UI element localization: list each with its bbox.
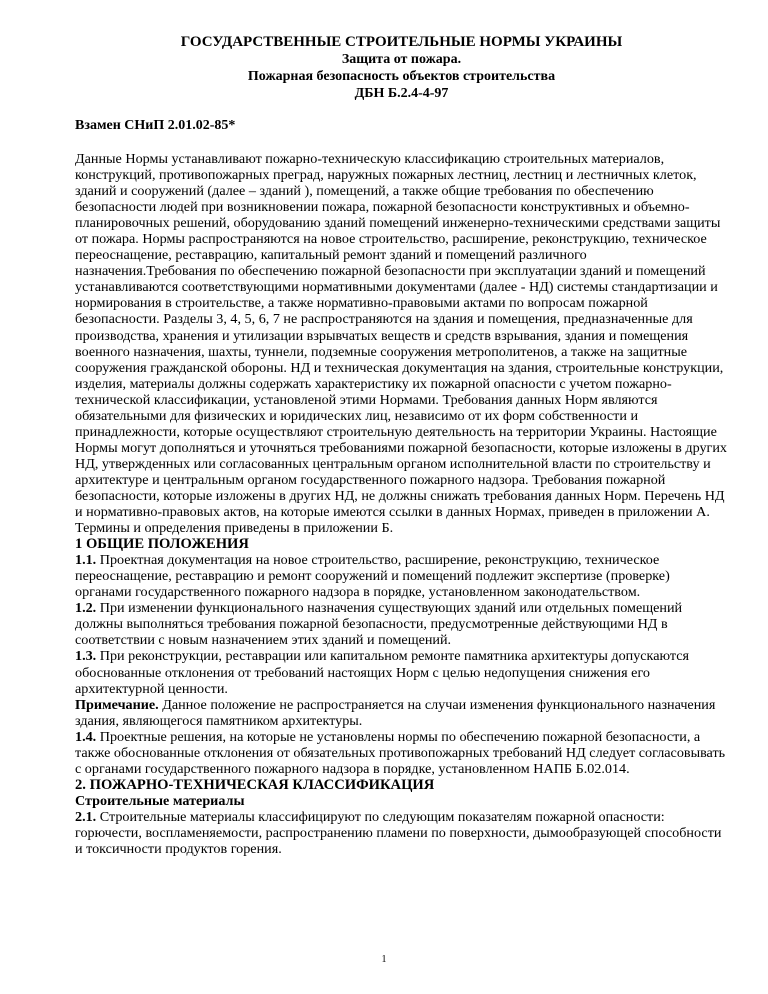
subsection-heading: Строительные материалы (75, 792, 245, 809)
clause-number: 2.1. (75, 808, 97, 825)
header-topic: Пожарная безопасность объектов строительства (247, 69, 556, 84)
header-title: ГОСУДАРСТВЕННЫЕ СТРОИТЕЛЬНЫЕ НОРМЫ УКРАИНЫ (180, 34, 623, 50)
clause-2-1 (75, 809, 728, 857)
clause-text: При изменении функционального назначения существующих зданий или отдельных помещений должны выполняться требования пожарной безопасности, предусмотренные действующими НД в соответствии с новым назначением этих зданий и помещений. (75, 600, 683, 649)
intro-paragraph: Данные Нормы устанавливают пожарно-техническую классификацию строительных материалов, конструкций, противопожарных преград, наружных пожарных лестниц, лестниц и лестничных клеток, зданий и сооружений (далее – зданий ), помещений, а также общие требования по обеспечению безопасности людей при возникновении пожара, пожарной безопасности конструктивных и объемно-планировочных решений, оборудованию зданий помещений инженерно-техническими средствами защиты от пожара. Нормы распространяются на новое строительство, расширение, реконструкцию, техническое переоснащение, реставрацию, капитальный ремонт зданий и помещений различного назначения.Требования по обеспечению пожарной безопасности при эксплуатации зданий и помещений устанавливаются соответствующими нормативными документами (далее - НД) системы стандартизации и нормирования в строительстве, а также нормативно-правовыми актами по вопросам пожарной безопасности. Разделы 3, 4, 5, 6, 7 не распространяются на здания и помещения, предназначенные для производства, хранения и утилизации взрывчатых веществ и средств взрывания, здания и помещения военного назначения, шахты, туннели, подземные сооружения метрополитенов, а также на защитные сооружения гражданской обороны. НД и техническая документация на здания, строительные конструкции, изделия, материалы должны содержать характеристику их пожарной опасности с учетом пожарно-технической классификации, установленой этими Нормами. Требования данных Норм являются обязательными для физических и юридических лиц, независимо от их форм собственности и принадлежности, которые осуществляют строительную деятельность на территории Украины. Настоящие Нормы могут дополняться и уточняться требованиями пожарной безопасности, которые изложены в других НД, утвержденных или согласованных центральным органом исполнительной власти по строительству и архитектуре и центральным органом государственного пожарного надзора. Требования пожарной безопасности, которые изложены в других НД, не должны снижать требования данных Норм. Перечень НД и нормативно-правовых актов, на которые имеются ссылки в данных Нормах, приведен в приложении А. Термины и определения приведены в приложении Б. (75, 151, 727, 537)
clause-1-4 (75, 729, 728, 777)
section-2-heading: 2. ПОЖАРНО-ТЕХНИЧЕСКАЯ КЛАССИФИКАЦИЯ (75, 776, 435, 793)
clause-number: 1.3. (75, 648, 97, 665)
clause-number: 1.2. (75, 600, 97, 617)
replaces-line: Взамен СНиП 2.01.02-85* (75, 118, 236, 133)
page-number: 1 (381, 954, 387, 965)
document-body (75, 151, 728, 857)
clause-text: Строительные материалы классифицируют по следующим показателям пожарной опасности: горючести, воспламеняемости, распространению пламени по поверхности, дымообразующей способности и токсичности продуктов горения. (75, 808, 722, 858)
section-1-heading: 1 ОБЩИЕ ПОЛОЖЕНИЯ (75, 536, 249, 553)
clause-1-1 (75, 552, 728, 600)
clause-text: При реконструкции, реставрации или капитальном ремонте памятника архитектуры допускаются обоснованные отклонения от требований настоящих Норм с целью недопущения снижения его архитектурной ценности. (75, 648, 689, 697)
clause-text: Проектная документация на новое строительство, расширение, реконструкцию, техническое переоснащение, реставрацию и ремонт сооружений и помещений подлежит экспертизе (проверке) органами государственного пожарного надзора в порядке, установленном законодательством. (75, 552, 670, 601)
clause-text: Проектные решения, на которые не установлены нормы по обеспечению пожарной безопасности, а также обоснованные отклонения от обязательных противопожарных требований НД следует согласовывать с органами государственного пожарного надзора в порядке, установленном НАПБ Б.02.014. (75, 728, 726, 777)
note-paragraph (75, 697, 728, 729)
header-code: ДБН Б.2.4-4-97 (354, 86, 449, 101)
note-label: Примечание. (75, 696, 159, 713)
clause-1-3 (75, 648, 728, 696)
note-text: Данное положение не распространяется на случаи изменения функционального назначения здания, являющегося памятником архитектуры. (75, 696, 716, 729)
clause-number: 1.1. (75, 552, 97, 569)
header-subtitle: Защита от пожара. (341, 52, 462, 67)
document-header (75, 34, 728, 102)
clause-1-2 (75, 600, 728, 648)
clause-number: 1.4. (75, 728, 97, 745)
